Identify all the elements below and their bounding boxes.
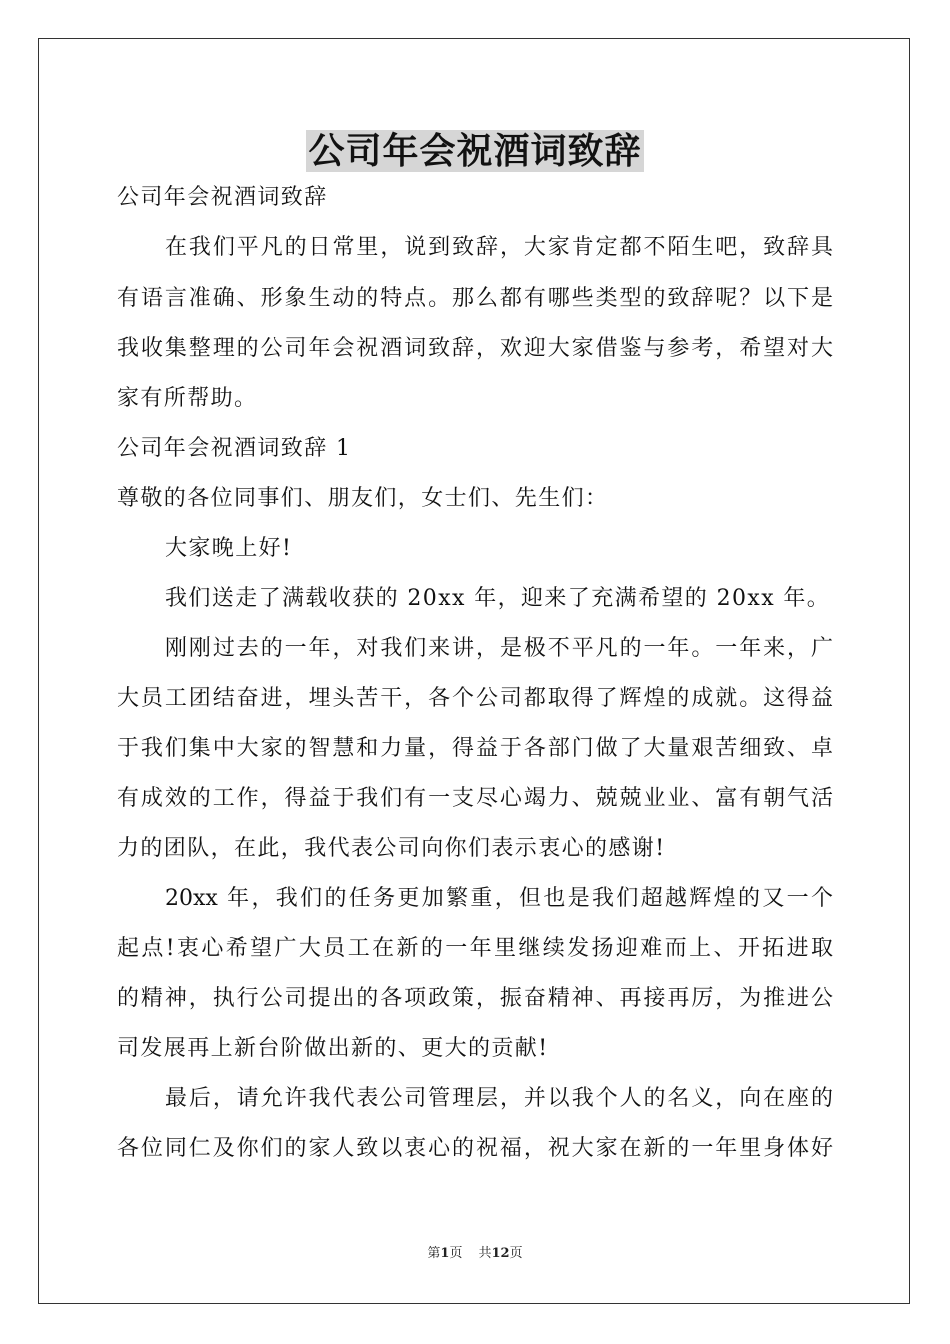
paragraph-line: 我收集整理的公司年会祝酒词致辞，欢迎大家借鉴与参考，希望对大	[117, 336, 833, 361]
paragraph-line: 起点!衷心希望广大员工在新的一年里继续发扬迎难而上、开拓进取	[117, 936, 833, 961]
salutation-line: 尊敬的各位同事们、朋友们，女士们、先生们：	[117, 486, 609, 511]
document-title-text: 公司年会祝酒词致辞	[308, 130, 642, 172]
section-heading: 公司年会祝酒词致辞 1	[117, 436, 352, 461]
paragraph-line: 大员工团结奋进，埋头苦干，各个公司都取得了辉煌的成就。这得益	[117, 686, 833, 711]
paragraph-line: 最后，请允许我代表公司管理层，并以我个人的名义，向在座的	[165, 1086, 833, 1111]
paragraph-line: 刚刚过去的一年，对我们来讲，是极不平凡的一年。一年来，广	[165, 636, 833, 661]
paragraph-line: 力的团队，在此，我代表公司向你们表示衷心的感谢!	[117, 836, 666, 861]
section-heading: 公司年会祝酒词致辞	[117, 185, 328, 210]
paragraph-line: 家有所帮助。	[117, 386, 258, 411]
document-title	[0, 126, 950, 176]
total-label-prefix: 共	[478, 1246, 492, 1261]
paragraph-line: 在我们平凡的日常里，说到致辞，大家肯定都不陌生吧，致辞具	[165, 235, 833, 260]
paragraph-line: 有成效的工作，得益于我们有一支尽心竭力、兢兢业业、富有朝气活	[117, 786, 833, 811]
paragraph-line: 我们送走了满载收获的 20xx 年，迎来了充满希望的 20xx 年。	[165, 586, 831, 611]
greeting-line: 大家晚上好!	[165, 536, 293, 561]
page-label-prefix: 第	[427, 1246, 441, 1261]
total-label-suffix: 页	[509, 1246, 523, 1261]
paragraph-line: 有语言准确、形象生动的特点。那么都有哪些类型的致辞呢？以下是	[117, 286, 833, 311]
page-border	[38, 38, 910, 1304]
paragraph-line: 的精神，执行公司提出的各项政策，振奋精神、再接再厉，为推进公	[117, 986, 833, 1011]
paragraph-line: 20xx 年，我们的任务更加繁重，但也是我们超越辉煌的又一个	[165, 886, 833, 911]
paragraph-line: 各位同仁及你们的家人致以衷心的祝福，祝大家在新的一年里身体好	[117, 1136, 833, 1161]
paragraph-line: 司发展再上新台阶做出新的、更大的贡献!	[117, 1036, 549, 1061]
page-number: 1	[440, 1246, 450, 1261]
total-pages: 12	[491, 1246, 510, 1261]
page-label-suffix: 页	[449, 1246, 463, 1261]
paragraph-line: 于我们集中大家的智慧和力量，得益于各部门做了大量艰苦细致、卓	[117, 736, 833, 761]
page-footer	[0, 1245, 950, 1263]
